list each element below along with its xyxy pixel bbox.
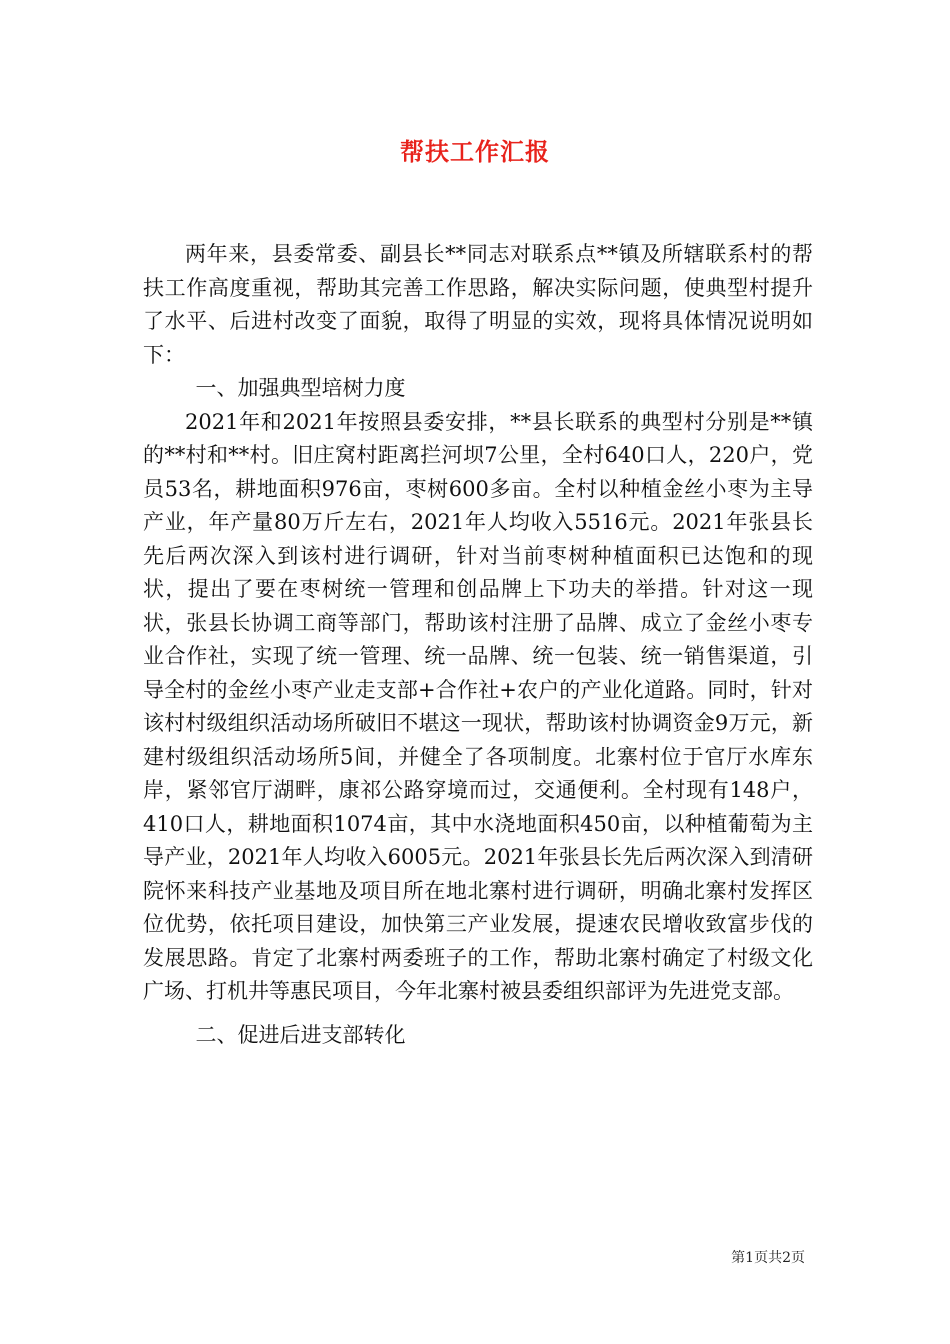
intro-paragraph: 两年来，县委常委、副县长**同志对联系点**镇及所辖联系村的帮扶工作高度重视，帮助其完善工作思路，解决实际问题，使典型村提升了水平、后进村改变了面貌，取得了明显的实效，现将具体情况说明如下： <box>143 242 813 367</box>
page-number: 第1页共2页 <box>731 1250 805 1266</box>
section-heading-2: 二、促进后进支部转化 <box>195 1022 406 1047</box>
section-paragraph-1: 2021年和2021年按照县委安排，**县长联系的典型村分别是**镇的**村和**村。旧庄窝村距离拦河坝7公里，全村640口人，220户，党员53名，耕地面积976亩，枣树600多亩。全村以种植金丝小枣为主导产业，年产量80万斤左右，2021年人均收入5516元。2021年张县长先后两次深入到该村进行调研，针对当前枣树种植面积已达饱和的现状，提出了要在枣树统一管理和创品牌上下功夫的举措。针对这一现状，张县长协调工商等部门，帮助该村注册了品牌、成立了金丝小枣专业合作社，实现了统一管理、统一品牌、统一包装、统一销售渠道，引导全村的金丝小枣产业走支部+合作社+农户的产业化道路。同时，针对该村村级组织活动场所破旧不堪这一现状，帮助该村协调资金9万元，新建村级组织活动场所5间，并健全了各项制度。北寨村位于官厅水库东岸，紧邻官厅湖畔，康祁公路穿境而过，交通便利。全村现有148户，410口人，耕地面积1074亩，其中水浇地面积450亩，以种植葡萄为主导产业，2021年人均收入6005元。2021年张县长先后两次深入到清研院怀来科技产业基地及项目所在地北寨村进行调研，明确北寨村发挥区位优势，依托项目建设，加快第三产业发展，提速农民增收致富步伐的发展思路。肯定了北寨村两委班子的工作，帮助北寨村确定了村级文化广场、打机井等惠民项目，今年北寨村被县委组织部评为先进党支部。 <box>143 409 813 1003</box>
section-heading-1: 一、加强典型培树力度 <box>195 376 406 400</box>
document-title: 帮扶工作汇报 <box>400 137 550 166</box>
document-body <box>143 238 813 1052</box>
